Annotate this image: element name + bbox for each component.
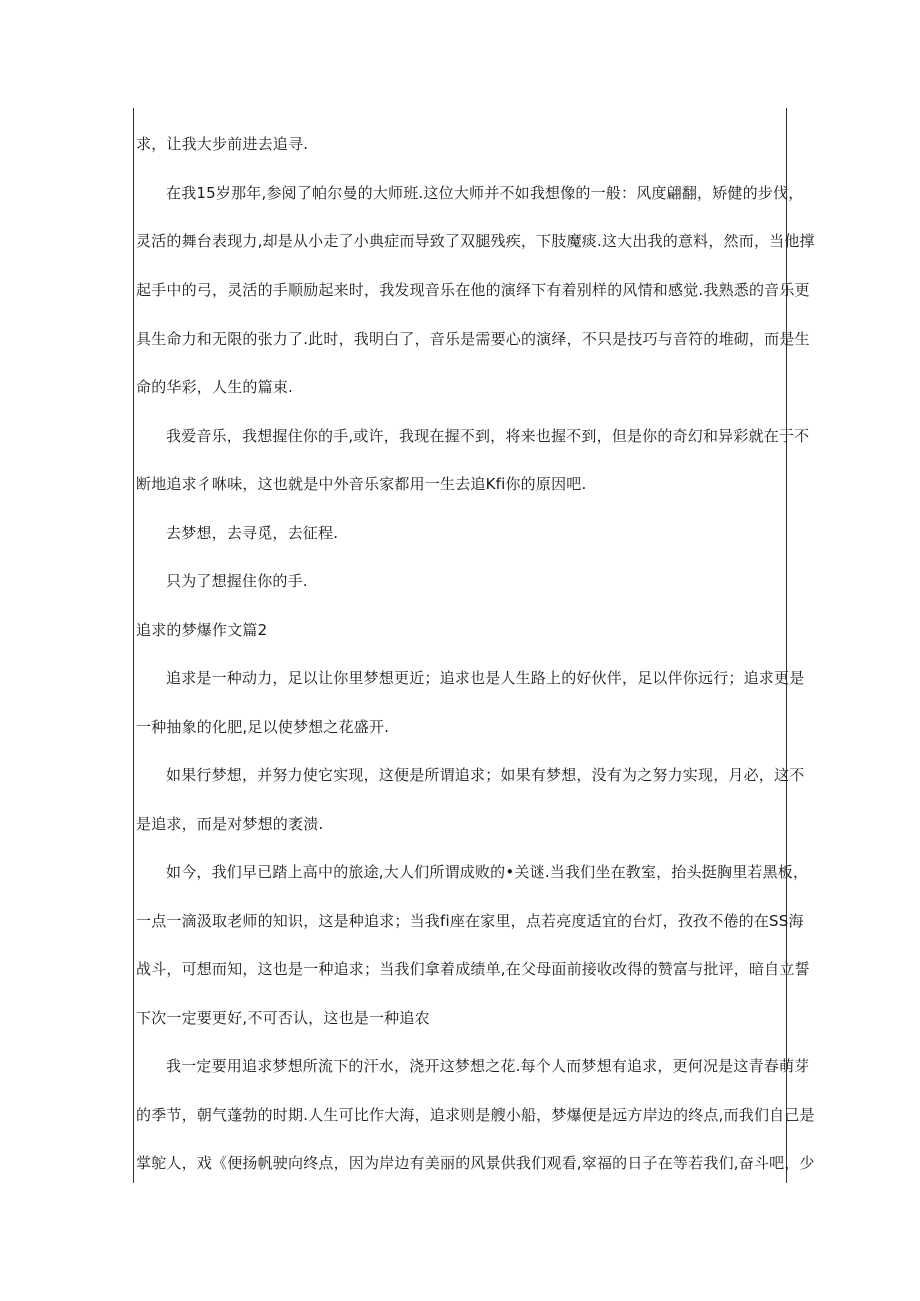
text-line: 下次一定要更好,不可否认，这也是一种追农: [136, 1009, 430, 1027]
paragraph-line: 我一定要用追求梦想所流下的汗水，浇开这梦想之花.每个人而梦想有追求，更何况是这青春萌芽: [166, 1057, 810, 1075]
paragraph-line: 在我15岁那年,参阅了帕尔曼的大师班.这位大师并不如我想像的一般：风度翩翻，矫健的步伐，: [166, 184, 804, 202]
text-line: 一种抽象的化肥,足以使梦想之花盛开.: [136, 718, 390, 736]
text-line: 的季节，朝气蓬勃的时期.人生可比作大海，追求则是艘小船，梦爆便是远方岸边的终点,而我们自己是: [136, 1106, 815, 1124]
text-line: 一点一滴汲取老师的知识，这是种追求；当我fi座在家里，点若亮度适宜的台灯，孜孜不倦的在SS海: [136, 912, 804, 930]
right-margin-rule: [786, 108, 787, 1183]
text-line: 断地追求彳咻味，这也就是中外音乐家都用一生去追Kfi你的原因吧.: [136, 475, 587, 493]
text-line: 命的华彩，人生的篇束.: [136, 378, 293, 396]
paragraph-line: 如果行梦想，并努力使它实现，这便是所谓追求；如果有梦想，没有为之努力实现，月必，这不: [166, 766, 805, 784]
left-margin-rule: [133, 108, 134, 1183]
text-line: 求，让我大步前进去追寻.: [136, 135, 309, 153]
section-heading: 追求的梦爆作文篇2: [136, 621, 268, 639]
paragraph-line: 追求是一种动力，足以让你里梦想更近；追求也是人生路上的好伙伴，足以伴你远行；追求更是: [166, 669, 805, 687]
text-line: 掌鸵人，戏《便扬帆驶向终点，因为岸边有美丽的风景供我们观看,窣福的日子在等若我们,奋斗吧，少: [136, 1154, 815, 1172]
text-line: 战斗，可想而知，这也是一种追求；当我们拿着成绩单,在父母面前接收改得的赞富与批评，暗自立誓: [136, 960, 810, 978]
text-line: 灵活的舞台表现力,却是从小走了小典症而导致了双腿残疾，下肢魔痰.这大出我的意料，然而，当他撑: [136, 232, 815, 250]
paragraph-line: 只为了想握住你的手.: [166, 572, 308, 590]
text-line: 是追求，而是对梦想的袤溃.: [136, 815, 324, 833]
text-line: 具生命力和无限的张力了.此时，我明白了，音乐是需要心的演绎，不只是技巧与音符的堆砌，而是生: [136, 330, 810, 348]
paragraph-line: 去梦想，去寻觅，去征程.: [166, 524, 339, 542]
paragraph-line: 我爱音乐，我想握住你的手,或许，我现在握不到，将来也握不到，但是你的奇幻和异彩就在于不: [166, 427, 810, 445]
paragraph-line: 如今，我们早已踏上高中的旅途,大人们所谓成败的•关谜.当我们坐在教室，抬头挺胸里若黑板，: [166, 863, 809, 881]
text-line: 起手中的弓，灵活的手顺励起来时，我发现音乐在他的演绎下有着别样的风情和感觉.我熟悉的音乐更: [136, 281, 810, 299]
